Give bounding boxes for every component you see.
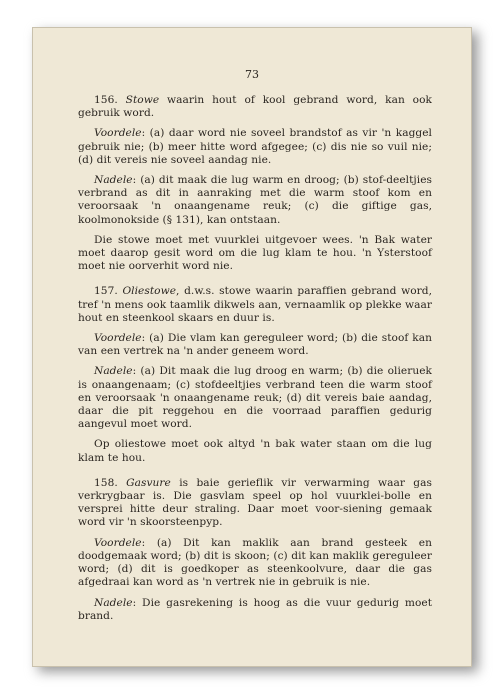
book-page: [32, 27, 472, 667]
text-run: waarin hout of kool gebrand word, kan ook gebruik word.: [78, 94, 432, 120]
italic-term: Voordele: [94, 332, 142, 345]
s158-paragraph-2: [78, 537, 432, 590]
text-run: : (a) Dit maak die lug droog en warm; (b) die olieruek is onaangenaam; (c) stofdeeltjies verbrand teen die warm stoof en veroorsaak 'n onaangename reuk; (d) dit vereis baie aandag, daar die pit reggehou en die voorraad paraffien gedurig aangevul moet word.: [78, 365, 432, 431]
text-run: Die stowe moet met vuurklei uitgevoer wees. 'n Bak water moet daarop gesit word om die lug klam te hou. 'n Ysterstoof moet nie oorverhit word nie.: [78, 233, 432, 273]
s157-paragraph-1: [78, 285, 432, 325]
s156-paragraph-3: [78, 174, 432, 227]
italic-term: Stowe: [125, 94, 160, 106]
text-run: is baie gerieflik vir verwarming waar gas verkrygbaar is. Die gasvlam speel op hol vuurklei-bolle en versprei hitte deur straling. Daar moet voor-siening gemaak word vir 'n skoorsteenpyp.: [78, 476, 432, 529]
s156-paragraph-1: [78, 94, 432, 120]
italic-term: Voordele: [94, 127, 142, 140]
text-run: 157.: [94, 285, 123, 298]
text-run: : Die gasrekening is hoog as die vuur gedurig moet brand.: [78, 596, 432, 622]
s157-paragraph-4: [78, 438, 432, 464]
s158-paragraph-3: [78, 597, 432, 623]
page-number: 73: [245, 68, 259, 81]
text-run: : (a) daar word nie soveel brandstof as vir 'n kaggel gebruik nie; (b) meer hitte word afgegee; (c) dis nie so vuil nie; (d) dit vereis nie soveel aandag nie.: [78, 127, 432, 166]
text-run: : (a) dit maak die lug warm en droog; (b) stof-deeltjies verbrand as dit in aanraking met die warm stoof kom en veroorsaak 'n onaangename reuk; (c) die giftige gas, koolmonokside (§ 131), kan ontstaan.: [78, 174, 432, 226]
text-run: , d.w.s. stowe waarin paraffien gebrand word, tref 'n mens ook taamlik dikwels aan, vernaamlik op plekke waar hout en steenkool skaars en duur is.: [78, 285, 432, 324]
page-body: [78, 94, 432, 630]
text-run: 156.: [94, 94, 126, 106]
s158-paragraph-1: [78, 477, 432, 530]
text-run: : (a) Die vlam kan gereguleer word; (b) die stoof kan van een vertrek na 'n ander geneem word.: [78, 332, 432, 358]
s157-paragraph-3: [78, 365, 432, 431]
text-run: 158.: [94, 476, 127, 489]
italic-term: Nadele: [94, 174, 133, 187]
text-run: Op oliestowe moet ook altyd 'n bak water staan om die lug klam te hou.: [78, 438, 432, 464]
italic-term: Gasvure: [126, 476, 171, 489]
italic-term: Nadele: [94, 596, 133, 609]
s156-paragraph-2: [78, 127, 432, 167]
italic-term: Nadele: [94, 365, 133, 378]
s157-paragraph-2: [78, 332, 432, 358]
italic-term: Oliestowe: [122, 285, 177, 298]
text-run: : (a) Dit kan maklik aan brand gesteek en doodgemaak word; (b) dit is skoon; (c) dit kan maklik gereguleer word; (d) dit is goedkoper as steenkoolvure, daar die gas afgedraai kan word as 'n vertrek nie in gebruik is nie.: [78, 536, 432, 589]
italic-term: Voordele: [94, 536, 142, 549]
s156-paragraph-4: [78, 234, 432, 274]
